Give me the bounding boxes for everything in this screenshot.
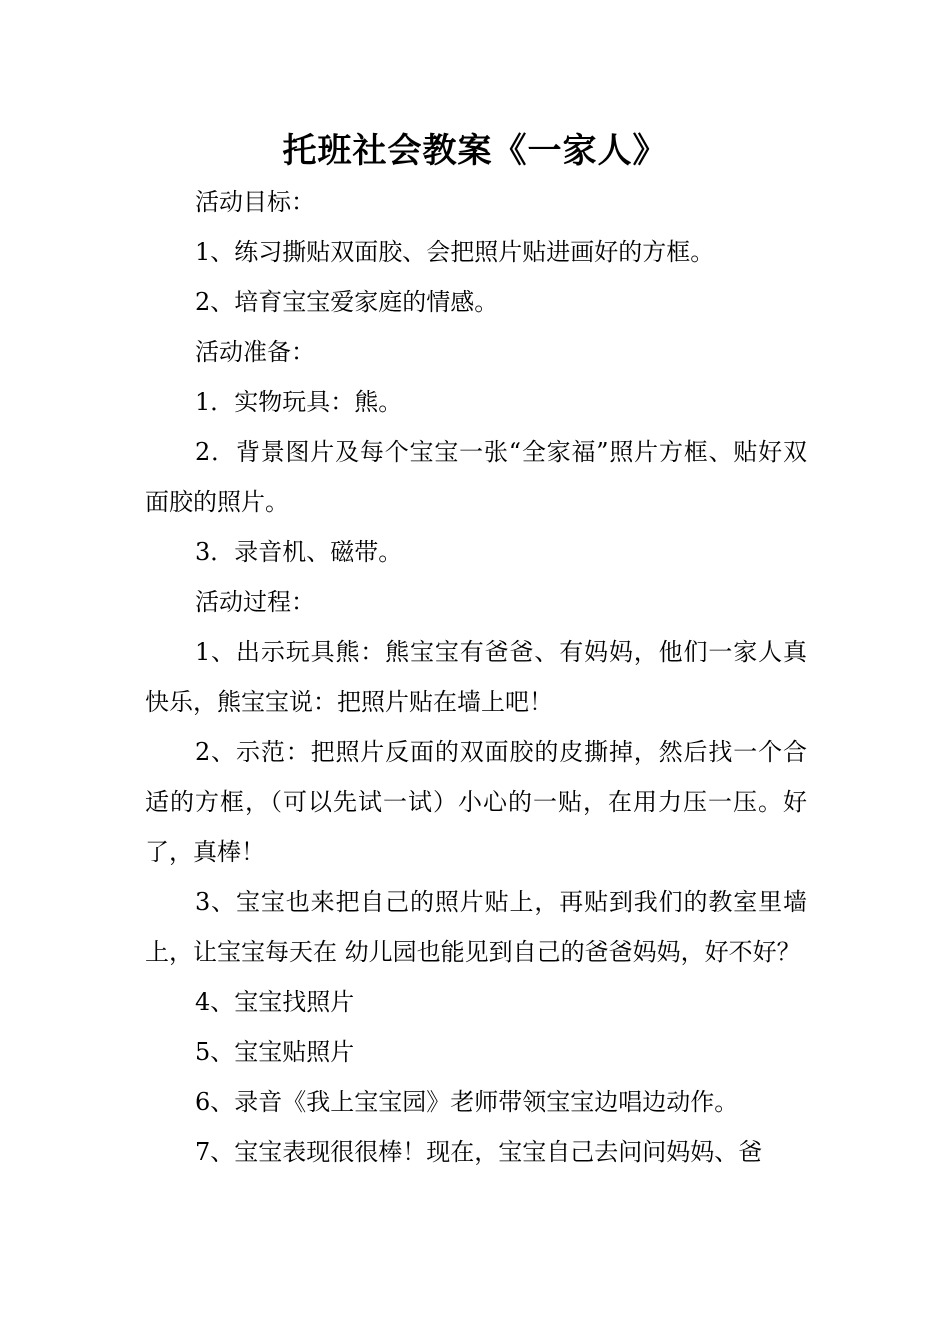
process-step-3: 3、宝宝也来把自己的照片贴上，再贴到我们的教室里墙上，让宝宝每天在 幼儿园也能见到自己的爸爸妈妈，好不好？ xyxy=(145,888,807,966)
preparation-item-2: 2．背景图片及每个宝宝一张“全家福”照片方框、贴好双面胶的照片。 xyxy=(145,438,807,516)
process-step-2: 2、示范：把照片反面的双面胶的皮撕掉，然后找一个合适的方框，（可以先试一试）小心的一贴，在用力压一压。好了，真棒！ xyxy=(145,738,807,866)
preparation-item-1: 1．实物玩具：熊。 xyxy=(195,388,403,416)
heading-activity-goals: 活动目标： xyxy=(195,188,315,216)
document-title: 托班社会教案《一家人》 xyxy=(282,131,668,171)
process-step-1: 1、出示玩具熊：熊宝宝有爸爸、有妈妈，他们一家人真快乐，熊宝宝说：把照片贴在墙上吧！ xyxy=(145,638,807,716)
process-step-5: 5、宝宝贴照片 xyxy=(195,1038,355,1066)
preparation-item-3: 3．录音机、磁带。 xyxy=(195,538,403,566)
heading-activity-preparation: 活动准备： xyxy=(195,338,315,366)
process-step-7: 7、宝宝表现很很棒！现在，宝宝自己去问问妈妈、爸 xyxy=(195,1138,763,1166)
heading-activity-process: 活动过程： xyxy=(195,588,315,616)
process-step-6: 6、录音《我上宝宝园》老师带领宝宝边唱边动作。 xyxy=(195,1088,739,1116)
goal-item-1: 1、练习撕贴双面胶、会把照片贴进画好的方框。 xyxy=(195,238,715,266)
goal-item-2: 2、培育宝宝爱家庭的情感。 xyxy=(195,288,499,316)
process-step-4: 4、宝宝找照片 xyxy=(195,988,355,1016)
document-body xyxy=(145,177,807,1177)
